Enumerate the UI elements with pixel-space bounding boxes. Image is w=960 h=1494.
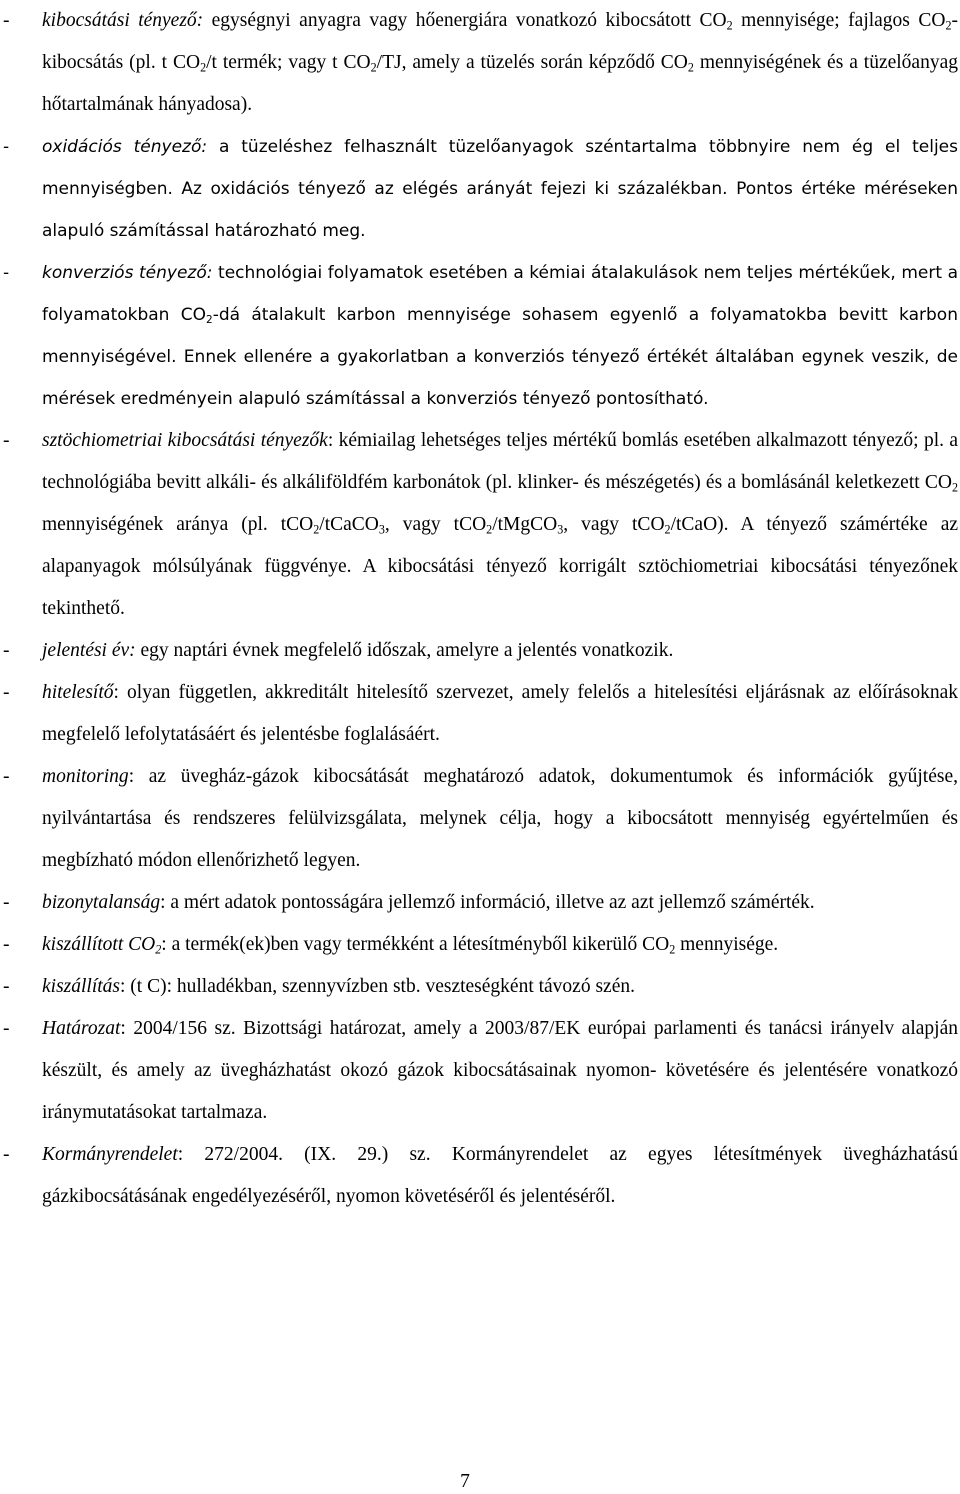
definition-text: /tCaCO [319,514,379,535]
definition-text: /tCaO). A tényező számértéke az alapanyagok mólsúlyának függvénye. A kibocsátási tényező korrigált sztöchiometriai kibocsátási tényezőnek tekinthető. [42,514,959,619]
definition-entry [0,126,958,252]
subscript: 2 [664,522,671,537]
definition-text: , vagy tCO [384,514,487,535]
subscript: 2 [951,480,958,495]
subscript: 3 [557,522,564,537]
subscript: 2 [313,522,320,537]
definition-entry [0,630,958,672]
definition-entry [0,756,958,882]
definition-entry [0,0,958,126]
list-dash: - [3,934,10,955]
list-dash: - [3,430,10,451]
list-dash: - [3,10,10,31]
definition-text: technológiai folyamatok esetében a kémiai átalakulások nem teljes mértékűek, mert a folyamatokban CO [42,263,958,325]
definition-entry [0,420,958,630]
subscript: 2 [687,60,694,75]
list-dash: - [3,263,10,283]
definition-text: : (t C): hulladékban, szennyvízben stb. veszteségként távozó szén. [120,976,635,997]
list-dash: - [3,1144,10,1165]
defined-term: monitoring [42,766,129,787]
definition-entry [0,882,958,924]
definition-text: /TJ, amely a tüzelés során képződő CO [376,52,688,73]
definition-entry [0,672,958,756]
definition-entry [0,1134,958,1218]
page-number: 7 [460,1471,470,1492]
defined-term: Határozat [42,1018,121,1039]
list-dash: - [3,766,10,787]
subscript: 2 [486,522,493,537]
defined-term: bizonytalanság [42,892,161,913]
definition-entry [0,966,958,1008]
subscript: 2 [206,314,213,327]
subscript: 2 [945,18,952,33]
list-dash: - [3,976,10,997]
list-dash: - [3,137,10,157]
definition-text: egy naptári évnek megfelelő időszak, amelyre a jelentés vonatkozik. [135,640,674,661]
defined-term: kiszállított CO [42,934,156,955]
defined-term: Kormányrendelet [42,1144,178,1165]
defined-term: hitelesítő [42,682,114,703]
list-dash: - [3,892,10,913]
definition-text: egységnyi anyagra vagy hőenergiára vonatkozó kibocsátott CO [203,10,727,31]
subscript: 3 [378,522,385,537]
defined-term: kibocsátási tényező: [42,10,204,31]
list-dash: - [3,640,10,661]
defined-term: oxidációs tényező: [42,137,208,157]
definition-text: : olyan független, akkreditált hitelesítő szervezet, amely felelős a hitelesítési eljárásnak az előírásoknak megfelelő lefolytatásáért és jelentésbe foglalásáért. [42,682,958,745]
definition-entry [0,1008,958,1134]
definition-text: mennyisége; fajlagos CO [732,10,946,31]
subscript: 2 [370,60,377,75]
subscript: 2 [155,942,162,957]
subscript: 2 [669,942,676,957]
definition-text: : 272/2004. (IX. 29.) sz. Kormányrendelet az egyes létesítmények üvegházhatású gázkibocsátásának engedélyezéséről, nyomon követéséről és jelentéséről. [42,1144,958,1207]
definition-text: mennyisége. [675,934,779,955]
subscript: 2 [726,18,733,33]
defined-term: kiszállítás [42,976,121,997]
definition-text: /tMgCO [492,514,558,535]
list-dash: - [3,682,10,703]
definition-entry [0,924,958,966]
definition-text: a tüzeléshez felhasznált tüzelőanyagok széntartalma többnyire nem ég el teljes mennyiségben. Az oxidációs tényező az elégés arányát fejezi ki százalékban. Pontos értéke méréseken alapuló számítással határozható meg. [42,137,958,241]
definition-text: mennyiségének aránya (pl. tCO [42,514,314,535]
definition-entry [0,252,958,420]
defined-term: konverziós tényező: [42,263,213,283]
list-dash: - [3,1018,10,1039]
definition-text: : az üvegház-gázok kibocsátását meghatározó adatok, dokumentumok és információk gyűjtése, nyilvántartása és rendszeres felülvizsgálata, melynek célja, hogy a kibocsátott mennyiség egyértelműen és megbízható módon ellenőrizhető legyen. [42,766,958,871]
definition-text: : a mért adatok pontosságára jellemző információ, illetve az azt jellemző számérték. [160,892,815,913]
defined-term: sztöchiometriai kibocsátási tényezők [42,430,328,451]
definition-text: , vagy tCO [563,514,665,535]
defined-term: jelentési év: [42,640,136,661]
subscript: 2 [200,60,207,75]
definition-text: -kibocsátás (pl. t CO [42,10,958,73]
definition-text: mennyiségének és a tüzelőanyag hőtartalmának hányadosa). [42,52,958,115]
definition-text: -dá átalakult karbon mennyisége sohasem egyenlő a folyamatokba bevitt karbon mennyiségével. Ennek ellenére a gyakorlatban a konverziós tényező értékét általában egynek veszik, de mérések eredményein alapuló számítással a konverziós tényező pontosítható. [42,305,958,409]
definition-text: : kémiailag lehetséges teljes mértékű bomlás esetében alkalmazott tényező; pl. a technológiába bevitt alkáli- és alkáliföldfém karbonátok (pl. klinker- és mészégetés) és a bomlásánál keletkezett CO [42,430,958,493]
definition-text: /t termék; vagy t CO [206,52,371,73]
definition-text: : 2004/156 sz. Bizottsági határozat, amely a 2003/87/EK európai parlamenti és tanácsi irányelv alapján készült, és amely az üvegházhatást okozó gázok kibocsátásainak nyomon- követésére és jelentésére vonatkozó iránymutatásokat tartalmaza. [42,1018,958,1123]
definition-text: : a termék(ek)ben vagy termékként a létesítményből kikerülő CO [161,934,670,955]
